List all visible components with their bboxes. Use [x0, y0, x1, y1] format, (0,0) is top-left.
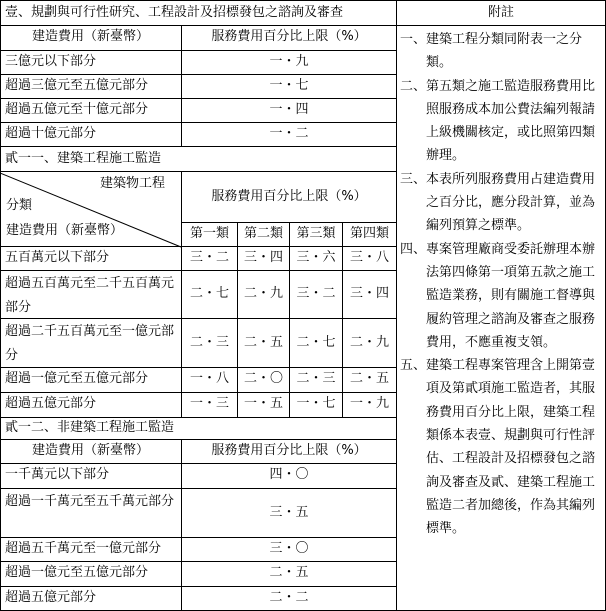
- section1-title: 壹、規劃與可行性研究、工程設計及招標發包之諮詢及審查: [5, 5, 344, 20]
- table1-row-value: 一・七: [269, 78, 309, 93]
- note-item: [398, 75, 604, 168]
- note-item: [398, 28, 604, 75]
- section22-row-value: 三・〇: [269, 541, 309, 556]
- section21-title: 貳一一、建築工程施工監造: [5, 151, 162, 166]
- section21-row-label: 超過五億元部分: [5, 396, 97, 411]
- section21-cell: 二・五: [243, 335, 283, 350]
- note-item: [398, 238, 604, 354]
- section21-cell: 一・七: [296, 396, 336, 411]
- section22-cost-header: 建造費用（新臺幣）: [31, 443, 149, 458]
- note-text: 專案管理廠商受委託辦理本辦法第四條第一項第五款之施工監造業務，則有關施工督導與履約管理之諮詢及審查之服務費用，不應重複支領。: [426, 241, 596, 350]
- class-header-2: 第二類: [243, 226, 283, 241]
- section22-row-label: 超過一千萬元至五千萬元部分: [5, 494, 175, 509]
- section21-row-label: 超過五百萬元至二千五百萬元部分: [5, 276, 175, 315]
- note-number: 三、: [400, 171, 427, 187]
- section21-cell: 三・四: [349, 286, 389, 301]
- section21-cell: 二・三: [189, 335, 229, 350]
- section21-cell: 三・八: [349, 250, 389, 265]
- note-text: 建築工程專案管理含上開第壹項及第貳項施工監造者，其服務費用百分比上限，建築工程類係本表壹、規劃與可行性評估、工程設計及招標發包之諮詢及審查及貳、建築工程施工監造二者加總後，作為其編列標準。: [426, 358, 596, 537]
- table1-cost-header: 建造費用（新臺幣）: [31, 29, 149, 44]
- section21-cell: 三・四: [243, 250, 283, 265]
- section22-row-value: 二・二: [269, 590, 309, 605]
- section21-cell: 一・九: [349, 396, 389, 411]
- section21-cell: 一・五: [243, 396, 283, 411]
- section22-rate-header: 服務費用百分比上限（%）: [211, 443, 367, 458]
- class-header-4: 第四類: [349, 226, 389, 241]
- section21-rate-header: 服務費用百分比上限（%）: [211, 189, 367, 204]
- table1-row-label: 超過三億元至五億元部分: [5, 78, 149, 93]
- notes-title: 附註: [487, 5, 514, 20]
- section22-row-label: 超過五千萬元至一億元部分: [5, 541, 162, 556]
- section21-cell: 二・五: [349, 371, 389, 386]
- section21-row-label: 超過二千五百萬元至一億元部分: [5, 324, 175, 363]
- note-number: 一、: [400, 32, 427, 47]
- note-number: 五、: [400, 358, 427, 374]
- section21-cell: 一・八: [189, 371, 229, 386]
- section22-row-label: 超過一億元至五億元部分: [5, 565, 149, 580]
- section21-cell: 一・三: [189, 396, 229, 411]
- diag-top-label: 建築物工程: [100, 176, 166, 191]
- table1-row-label: 三億元以下部分: [5, 54, 97, 69]
- section21-cell: 三・二: [296, 286, 336, 301]
- section22-row-label: 超過五億元部分: [5, 590, 97, 605]
- section22-row-label: 一千萬元以下部分: [5, 467, 110, 482]
- table1-rate-header: 服務費用百分比上限（%）: [211, 29, 367, 44]
- diag-mid-label: 分類: [6, 198, 33, 213]
- note-item: [398, 168, 604, 238]
- section21-cell: 二・九: [243, 286, 283, 301]
- section21-cell: 三・二: [189, 250, 229, 265]
- section21-cell: 二・七: [296, 335, 336, 350]
- class-header-1: 第一類: [189, 226, 229, 241]
- note-text: 本表所列服務費用占建造費用之百分比，應分段計算，並為編列預算之標準。: [426, 171, 596, 234]
- notes-list: [398, 28, 604, 541]
- section21-cell: 二・七: [189, 286, 229, 301]
- section22-row-value: 三・五: [269, 505, 309, 520]
- table1-row-value: 一・九: [269, 54, 309, 69]
- notes-column-divider: [396, 0, 397, 611]
- note-item: [398, 354, 604, 540]
- class-header-3: 第三類: [296, 226, 336, 241]
- section21-row-label: 五百萬元以下部分: [5, 250, 110, 265]
- section22-row-value: 二・五: [269, 565, 309, 580]
- note-number: 四、: [400, 241, 427, 257]
- note-text: 第五類之施工監造服務費用比照服務成本加公費法編列報請上級機關核定，或比照第四類辦理。: [426, 78, 596, 164]
- note-number: 二、: [400, 78, 427, 94]
- note-text: 建築工程分類同附表一之分類。: [426, 32, 583, 71]
- section22-title: 貳一二、非建築工程施工監造: [5, 420, 175, 435]
- table1-row-value: 一・二: [269, 126, 309, 141]
- section21-row-label: 超過一億元至五億元部分: [5, 371, 149, 386]
- table1-row-label: 超過五億元至十億元部分: [5, 102, 149, 117]
- section22-row-value: 四・〇: [269, 467, 309, 482]
- table1-row-value: 一・四: [269, 102, 309, 117]
- section21-cell: 二・三: [296, 371, 336, 386]
- diag-bottom-label: 建造費用（新臺幣）: [6, 223, 124, 238]
- section21-cell: 二・九: [349, 335, 389, 350]
- section21-cell: 三・六: [296, 250, 336, 265]
- table1-row-label: 超過十億元部分: [5, 126, 97, 141]
- section21-cell: 二・〇: [243, 371, 283, 386]
